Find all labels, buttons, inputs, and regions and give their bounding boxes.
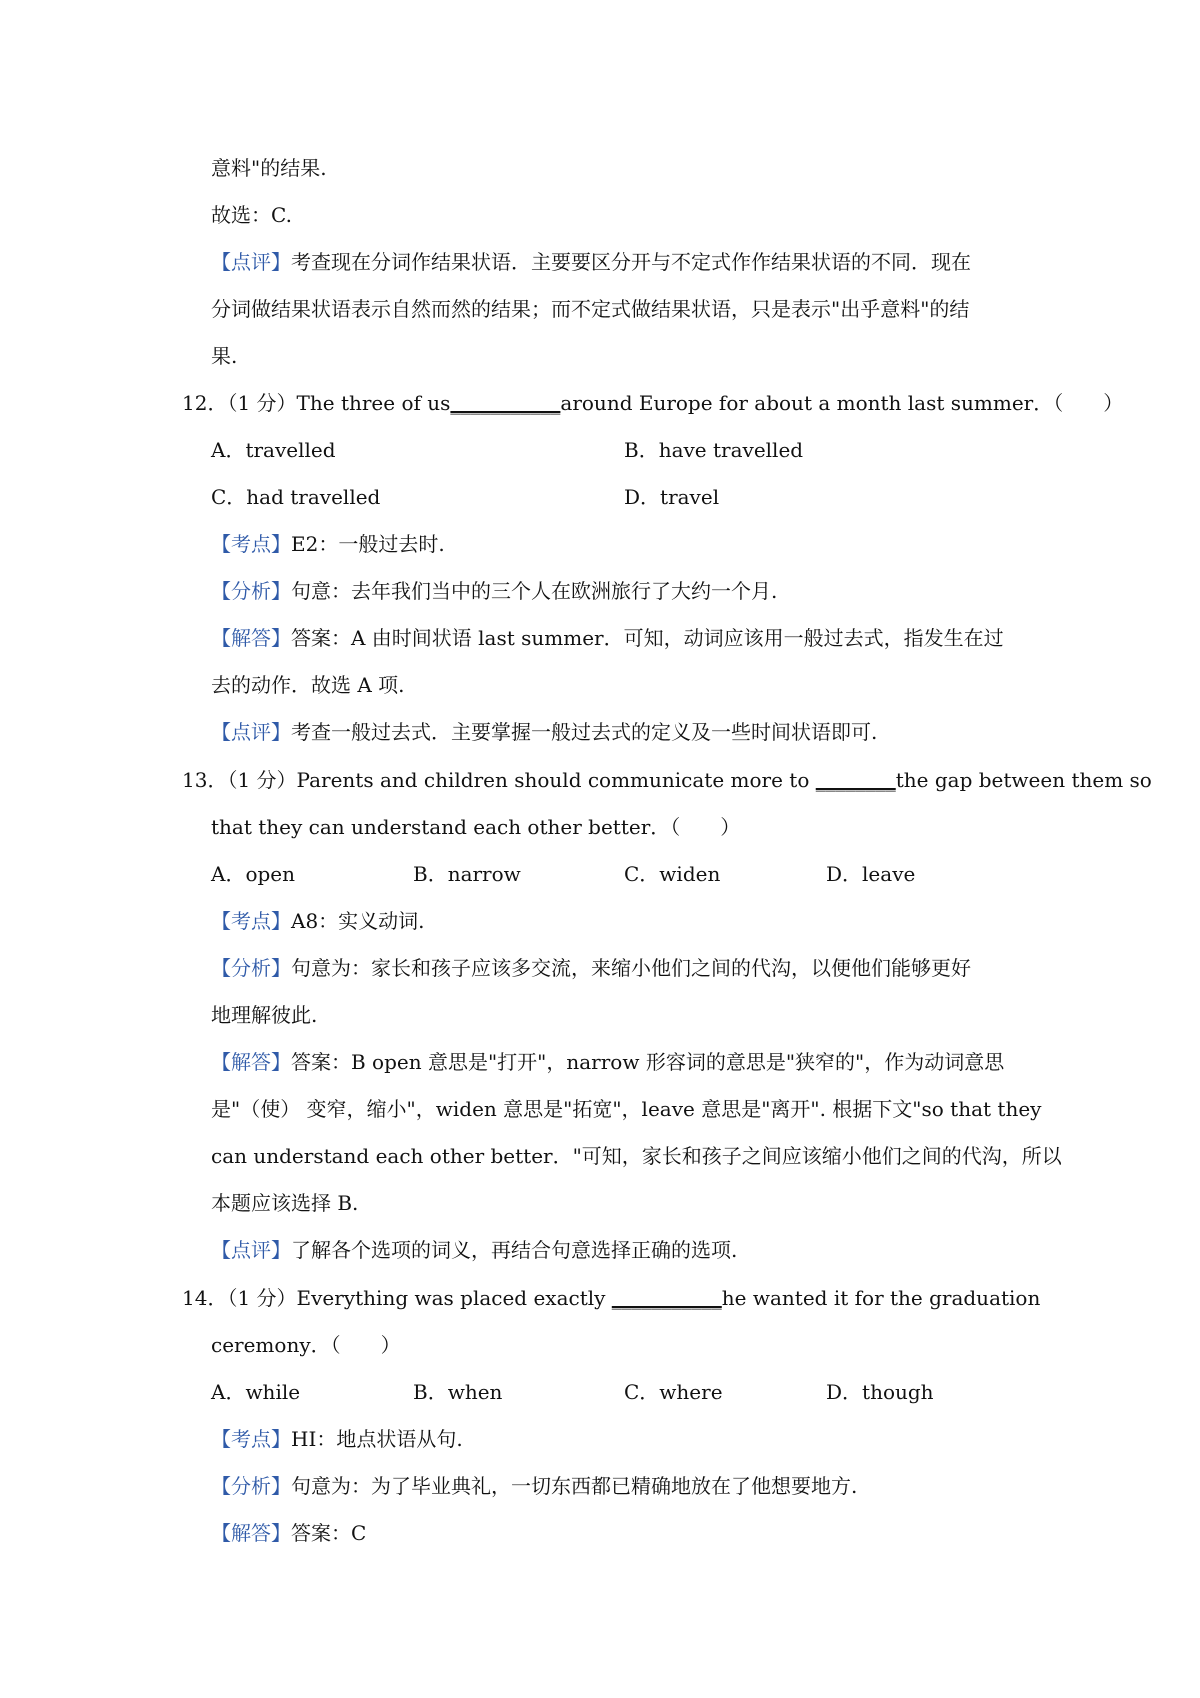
option-c: C．where	[624, 1380, 723, 1404]
question-number: 13．（1 分）	[182, 768, 297, 792]
text-line: 故选：C.	[211, 203, 292, 227]
option-d: D．leave	[826, 862, 916, 886]
option-c: C．had travelled	[211, 485, 381, 509]
kaodian-text: A8：实义动词.	[291, 909, 425, 933]
answer-blank: ___________	[450, 391, 561, 415]
comment-line	[211, 718, 877, 746]
text-line: 是"（使） 变窄，缩小"，widen 意思是"拓宽"，leave 意思是"离开". 根据下文"so that they	[211, 1097, 1042, 1121]
answer-tag: 【解答】	[211, 626, 291, 650]
question-stem-line: ceremony．（ ）	[211, 1333, 401, 1357]
analysis-tag: 【分析】	[211, 1474, 291, 1498]
analysis-text: 句意为：为了毕业典礼，一切东西都已精确地放在了他想要地方.	[291, 1474, 858, 1498]
kaodian-line	[211, 530, 445, 558]
text-line: 果.	[211, 344, 238, 368]
comment-text: 考查现在分词作结果状语．主要要区分开与不定式作作结果状语的不同．现在	[291, 250, 971, 274]
question-14	[182, 1284, 1041, 1312]
kaodian-tag: 【考点】	[211, 532, 291, 556]
question-stem: The three of us	[296, 391, 451, 415]
text-line: 分词做结果状语表示自然而然的结果；而不定式做结果状语，只是表示"出乎意料"的结	[211, 297, 970, 321]
answer-text: 答案：A 由时间状语 last summer．可知，动词应该用一般过去式，指发生在过	[291, 626, 1004, 650]
comment-tag: 【点评】	[211, 720, 291, 744]
question-12	[182, 389, 1123, 417]
option-a: A．travelled	[211, 438, 336, 462]
question-stem: the gap between them so	[895, 768, 1152, 792]
question-stem: Parents and children should communicate more to	[296, 768, 816, 792]
text-line: 本题应该选择 B.	[211, 1191, 359, 1215]
question-stem-line: that they can understand each other better．（ ）	[211, 815, 741, 839]
question-stem: he wanted it for the graduation	[721, 1286, 1041, 1310]
question-stem: around Europe for about a month last summer．（ ）	[560, 391, 1124, 415]
comment-line	[211, 248, 971, 276]
option-b: B．when	[413, 1380, 503, 1404]
answer-tag: 【解答】	[211, 1521, 291, 1545]
question-number: 12．（1 分）	[182, 391, 297, 415]
text-line: 意料"的结果.	[211, 156, 327, 180]
option-b: B．narrow	[413, 862, 521, 886]
analysis-line	[211, 1472, 857, 1500]
text-line: 地理解彼此.	[211, 1003, 318, 1027]
comment-text: 考查一般过去式．主要掌握一般过去式的定义及一些时间状语即可.	[291, 720, 878, 744]
analysis-line	[211, 954, 971, 982]
analysis-tag: 【分析】	[211, 956, 291, 980]
answer-line	[211, 1519, 366, 1547]
answer-text: 答案：B open 意思是"打开"，narrow 形容词的意思是"狭窄的"，作为动词意思	[291, 1050, 1005, 1074]
analysis-text: 句意：去年我们当中的三个人在欧洲旅行了大约一个月.	[291, 579, 778, 603]
option-b: B．have travelled	[624, 438, 804, 462]
comment-tag: 【点评】	[211, 250, 291, 274]
answer-blank: ___________	[611, 1286, 722, 1310]
comment-text: 了解各个选项的词义，再结合句意选择正确的选项.	[291, 1238, 738, 1262]
option-a: A．open	[211, 862, 296, 886]
text-line: can understand each other better．"可知，家长和孩子之间应该缩小他们之间的代沟，所以	[211, 1144, 1062, 1168]
kaodian-line	[211, 907, 425, 935]
option-d: D．travel	[624, 485, 720, 509]
answer-text: 答案：C	[291, 1521, 367, 1545]
kaodian-text: HI：地点状语从句.	[291, 1427, 463, 1451]
kaodian-line	[211, 1425, 463, 1453]
answer-line	[211, 624, 1004, 652]
comment-line	[211, 1236, 737, 1264]
answer-tag: 【解答】	[211, 1050, 291, 1074]
question-stem: Everything was placed exactly	[296, 1286, 612, 1310]
analysis-tag: 【分析】	[211, 579, 291, 603]
question-number: 14．（1 分）	[182, 1286, 297, 1310]
option-d: D．though	[826, 1380, 934, 1404]
option-c: C．widen	[624, 862, 721, 886]
answer-line	[211, 1048, 1004, 1076]
answer-blank: ________	[815, 768, 896, 792]
kaodian-text: E2：一般过去时.	[291, 532, 445, 556]
question-13	[182, 766, 1152, 794]
kaodian-tag: 【考点】	[211, 909, 291, 933]
option-a: A．while	[211, 1380, 301, 1404]
comment-tag: 【点评】	[211, 1238, 291, 1262]
analysis-line	[211, 577, 777, 605]
analysis-text: 句意为：家长和孩子应该多交流，来缩小他们之间的代沟，以便他们能够更好	[291, 956, 971, 980]
text-line: 去的动作．故选 A 项.	[211, 673, 405, 697]
kaodian-tag: 【考点】	[211, 1427, 291, 1451]
